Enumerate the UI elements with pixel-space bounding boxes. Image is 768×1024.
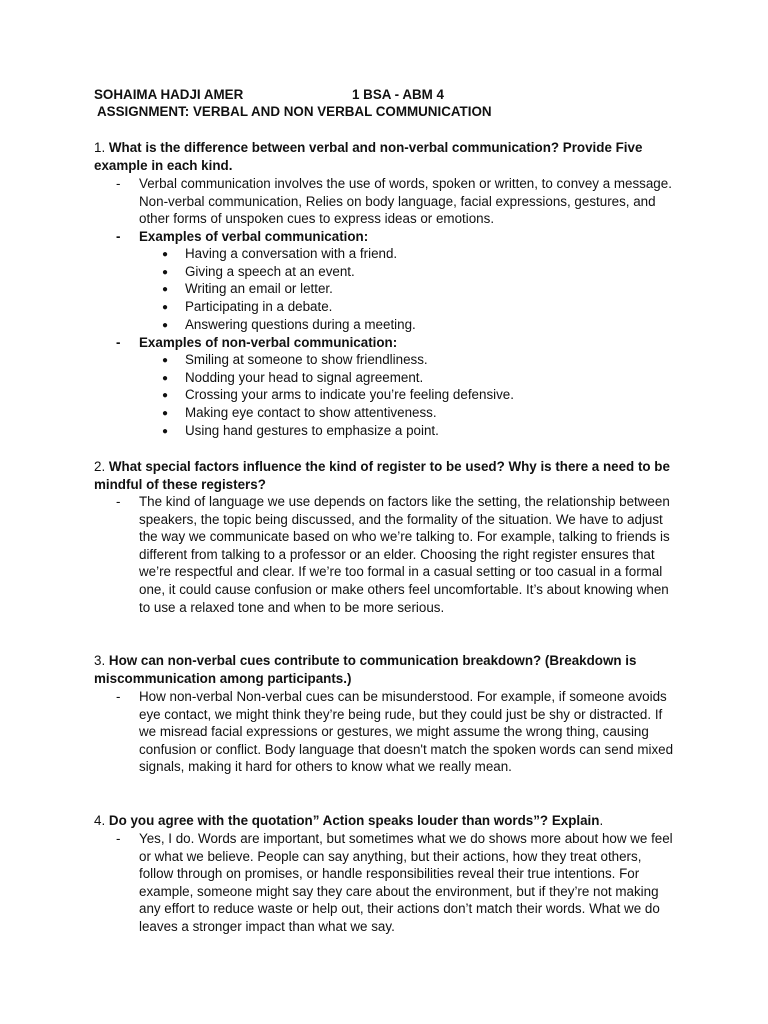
list-item: Writing an email or letter. <box>185 281 333 296</box>
question-3 <box>94 652 684 687</box>
list-item: Giving a speech at an event. <box>185 264 355 279</box>
dash-marker: - <box>116 176 121 191</box>
dash-marker: - <box>116 229 121 244</box>
bullet-marker: ● <box>162 408 169 419</box>
question-number: 1. <box>94 140 106 155</box>
question-text: How can non-verbal cues contribute to communication breakdown? (Breakdown is miscommunication among participants.) <box>94 653 637 686</box>
nonverbal-examples-heading: Examples of non-verbal communication: <box>139 335 398 350</box>
question-number: 4. <box>94 813 106 828</box>
dash-marker: - <box>116 689 121 704</box>
question-text: What is the difference between verbal and non-verbal communication? Provide Five example in each kind. <box>94 140 643 173</box>
list-item: Crossing your arms to indicate you’re feeling defensive. <box>185 387 514 402</box>
answer-2: The kind of language we use depends on factors like the setting, the relationship between speakers, the topic being discussed, and the formality of the situation. We have to adjust the way we communicate based on who we’re talking to. For example, talking to friends is different from talking to a professor or an elder. Choosing the right register ensures that we’re respectful and clear. If we’re too formal in a casual setting or too casual in a formal one, it could cause confusion or make others feel uncomfortable. It’s about knowing when to use a relaxed tone and when to be more serious. <box>139 494 670 615</box>
list-item: Making eye contact to show attentiveness. <box>185 405 437 420</box>
list-item: Having a conversation with a friend. <box>185 246 398 261</box>
list-item: Answering questions during a meeting. <box>185 317 416 332</box>
student-name: SOHAIMA HADJI AMER <box>94 87 244 102</box>
question-text: What special factors influence the kind of register to be used? Why is there a need to be mindful of these registers? <box>94 459 670 492</box>
bullet-marker: ● <box>162 390 169 401</box>
answer-1: Verbal communication involves the use of words, spoken or written, to convey a message. Non-verbal communication, Relies on body language, facial expressions, gestures, and other forms of unspoken cues to express ideas or emotions. <box>139 176 672 227</box>
dash-marker: - <box>116 335 121 350</box>
answer-3: How non-verbal Non-verbal cues can be misunderstood. For example, if someone avoids eye contact, we might think they’re being rude, but they could just be shy or distracted. If we misread facial expressions or gestures, we might assume the wrong thing, causing confusion or conflict. Body language that doesn't match the spoken words can send mixed signals, making it hard for others to know what we really mean. <box>139 689 674 775</box>
bullet-marker: ● <box>162 320 169 331</box>
verbal-examples-heading: Examples of verbal communication: <box>139 229 369 244</box>
header-line <box>94 86 445 104</box>
assignment-title: ASSIGNMENT: VERBAL AND NON VERBAL COMMUNICATION <box>97 104 492 119</box>
question-number: 3. <box>94 653 106 668</box>
bullet-marker: ● <box>162 284 169 295</box>
list-item: Nodding your head to signal agreement. <box>185 370 424 385</box>
dash-marker: - <box>116 831 121 846</box>
class-section: 1 BSA - ABM 4 <box>352 87 445 102</box>
question-1 <box>94 139 684 174</box>
bullet-marker: ● <box>162 267 169 278</box>
question-4 <box>94 812 684 830</box>
bullet-marker: ● <box>162 426 169 437</box>
question-2 <box>94 458 684 493</box>
question-period: . <box>599 813 604 828</box>
dash-marker: - <box>116 494 121 509</box>
bullet-marker: ● <box>162 302 169 313</box>
list-item: Using hand gestures to emphasize a point. <box>185 423 439 438</box>
list-item: Participating in a debate. <box>185 299 333 314</box>
question-text: Do you agree with the quotation” Action speaks louder than words”? Explain <box>108 813 600 828</box>
bullet-marker: ● <box>162 355 169 366</box>
answer-4: Yes, I do. Words are important, but sometimes what we do shows more about how we feel or what we believe. People can say anything, but their actions, how they treat others, follow through on promises, or handle responsibilities reveal their true intentions. For example, someone might say they care about the environment, but if they’re not making any effort to reduce waste or help out, their actions don’t match their words. What we do leaves a stronger impact than what we say. <box>139 831 673 934</box>
question-number: 2. <box>94 459 106 474</box>
bullet-marker: ● <box>162 249 169 260</box>
bullet-marker: ● <box>162 373 169 384</box>
list-item: Smiling at someone to show friendliness. <box>185 352 428 367</box>
